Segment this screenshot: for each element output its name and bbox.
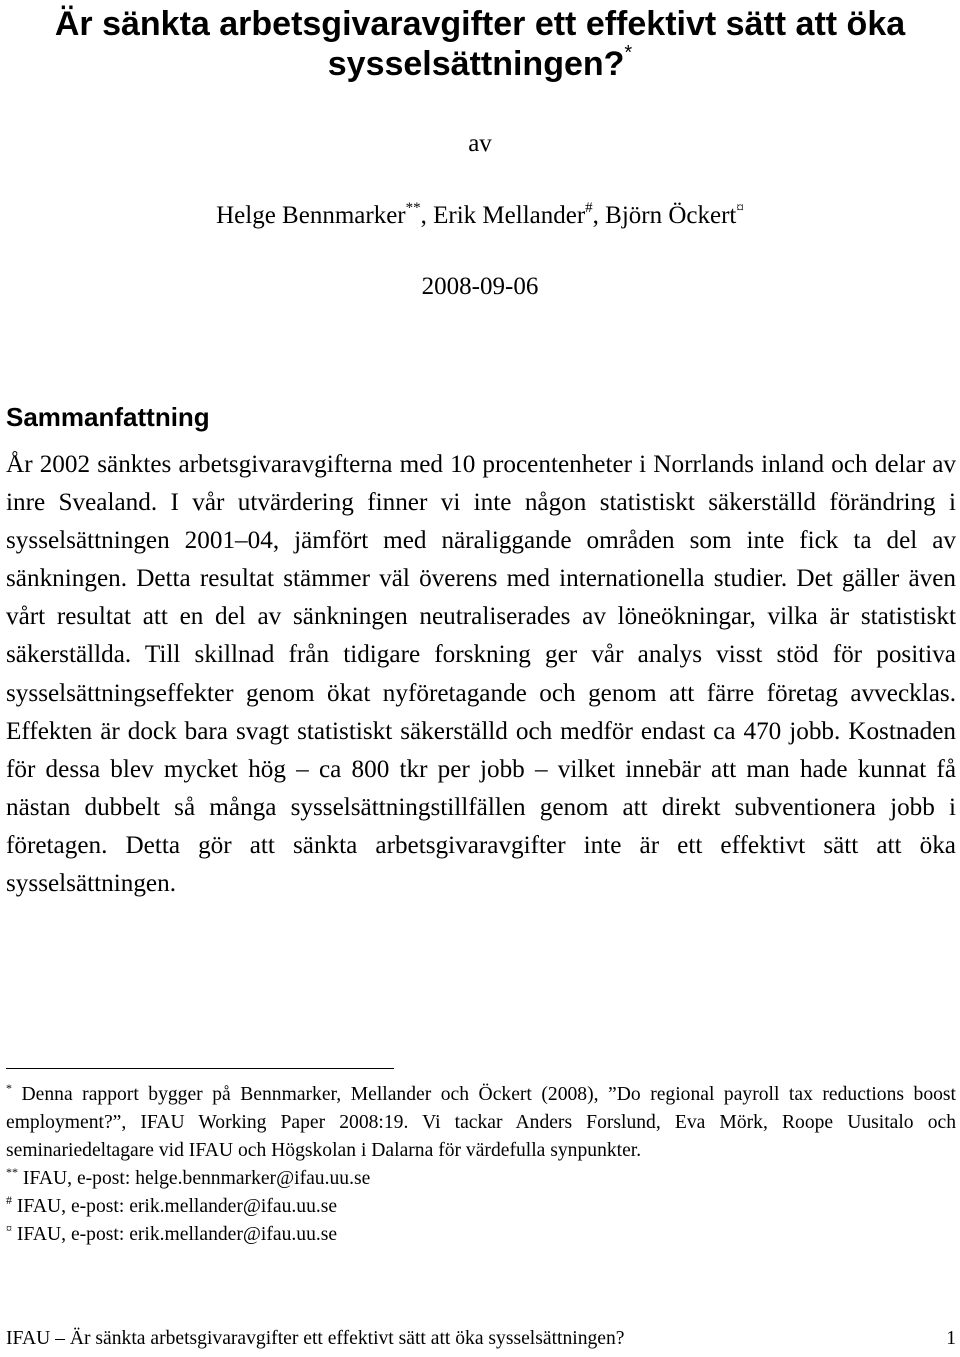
author-list (0, 201, 960, 231)
footnote-text: Denna rapport bygger på Bennmarker, Mellander och Öckert (2008), ”Do regional payroll tax reductions boost employment?”, IFAU Working Paper 2008:19. Vi tackar Anders Forslund, Eva Mörk, Roope Uusitalo och seminariedeltagare vid IFAU och Högskolan i Dalarna för värdefulla synpunkter. (6, 1084, 956, 1161)
page-number: 1 (946, 1328, 956, 1349)
footnote-separator (6, 1068, 394, 1069)
running-title: IFAU – Är sänkta arbetsgivaravgifter ett effektivt sätt att öka sysselsättningen? (6, 1328, 625, 1349)
author-name: Helge Bennmarker (216, 202, 406, 229)
author-separator: , (420, 202, 434, 229)
footnote (6, 1081, 956, 1165)
author-footnote-marker[interactable]: # (585, 200, 593, 216)
footnote-text: IFAU, e-post: erik.mellander@ifau.uu.se (12, 1224, 338, 1245)
document-title (6, 4, 954, 84)
author-name: Erik Mellander (433, 202, 586, 229)
abstract-heading: Sammanfattning (6, 402, 210, 432)
title-footnote-marker[interactable]: * (624, 42, 633, 64)
footnote (6, 1165, 956, 1193)
footnote-marker: ** (6, 1165, 18, 1179)
author-footnote-marker[interactable]: ** (405, 200, 421, 216)
footnote-marker: * (6, 1081, 12, 1095)
footnote-text: IFAU, e-post: helge.bennmarker@ifau.uu.se (18, 1168, 371, 1189)
document-title-text: Är sänkta arbetsgivaravgifter ett effektivt sätt att öka sysselsättningen? (54, 5, 906, 83)
footnote-marker: ¤ (6, 1221, 12, 1235)
author-footnote-marker[interactable]: ¤ (736, 200, 744, 216)
author-separator: , (592, 202, 606, 229)
author-name: Björn Öckert (605, 202, 737, 229)
page-footer (6, 1325, 956, 1353)
byline-prefix: av (468, 130, 492, 157)
abstract-body: År 2002 sänktes arbetsgivaravgifterna med 10 procentenheter i Norrlands inland och delar av inre Svealand. I vår utvärdering finner vi inte någon statistiskt säkerställd förändring i sysselsättningen 2001–04, jämfört med näraliggande områden som inte fick ta del av sänkningen. Detta resultat stämmer väl överens med internationella studier. Det gäller även vårt resultat att en del av sänkningen neutraliserades av löneökningar, vilka är statistiskt säkerställda. Till skillnad från tidigare forskning ger vår analys visst stöd för positiva sysselsättningseffekter genom ökat nyföretagande och genom att färre företag avvecklas. Effekten är dock bara svagt statistiskt säkerställd och medför endast ca 470 jobb. Kostnaden för dessa blev mycket hög – ca 800 tkr per jobb – vilket innebär att man hade kunnat få nästan dubbelt så många sysselsättningstillfällen genom att direkt subventionera jobb i företagen. Detta gör att sänkta arbetsgivaravgifter inte är ett effektivt sätt att öka sysselsättningen. (6, 451, 956, 898)
document-date: 2008-09-06 (421, 273, 539, 300)
footnote (6, 1221, 956, 1249)
footnote (6, 1193, 956, 1221)
footnotes (6, 1081, 956, 1249)
footnote-marker: # (6, 1193, 12, 1207)
footnote-text: IFAU, e-post: erik.mellander@ifau.uu.se (12, 1196, 338, 1217)
